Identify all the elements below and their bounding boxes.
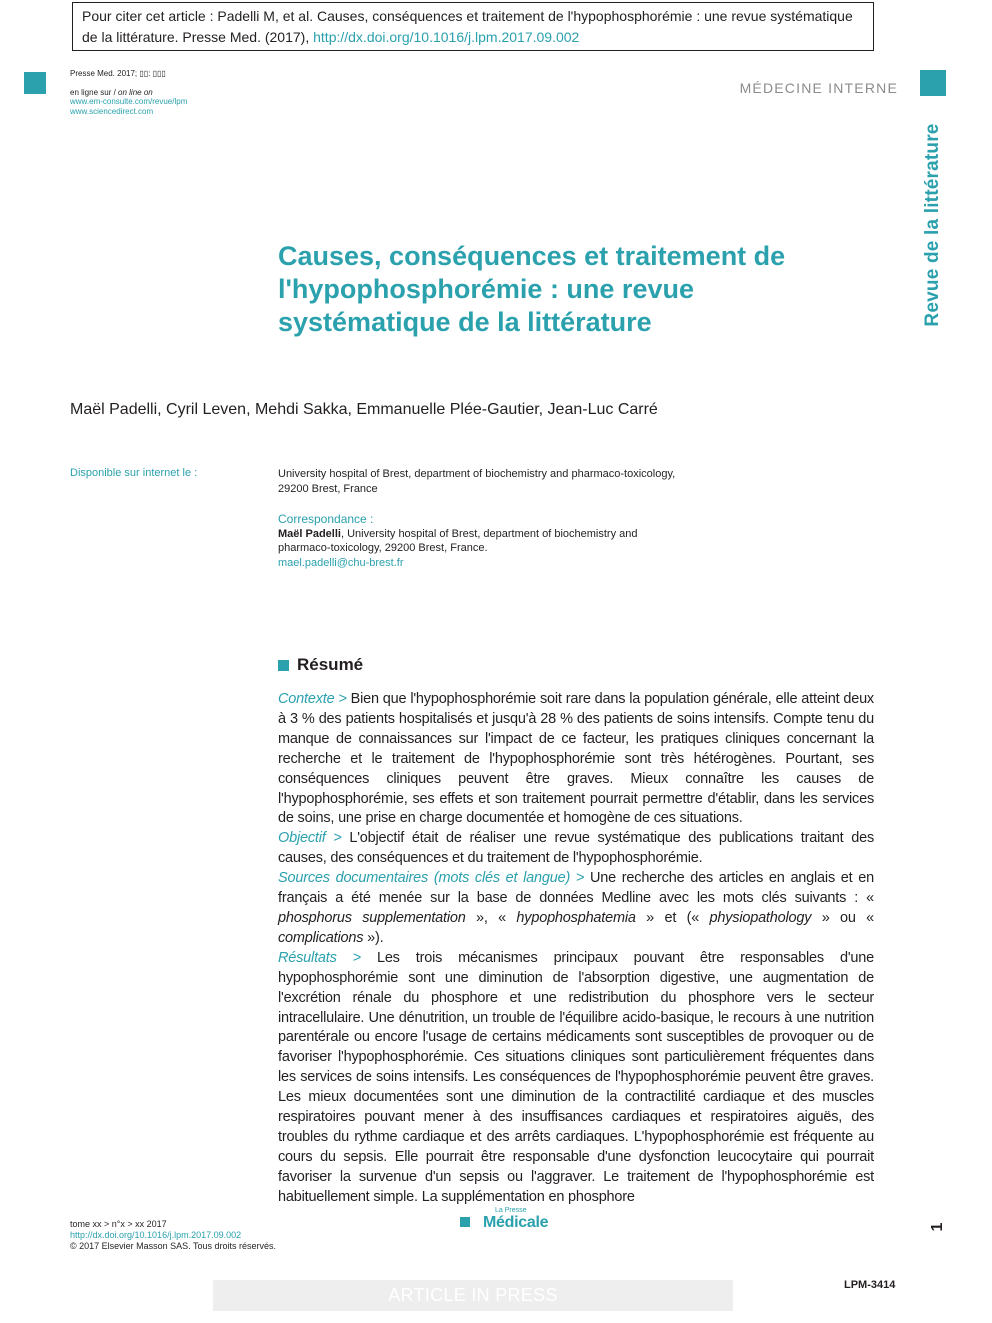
affiliation (278, 467, 718, 496)
abstract-heading-text: Résumé (297, 655, 364, 674)
article-title: Causes, conséquences et traitement de l'hypophosphorémie : une revue systématique de la littérature (278, 241, 786, 337)
corner-square-right (920, 70, 946, 96)
logo-square-icon (460, 1217, 470, 1227)
abstract-heading (278, 655, 363, 675)
footer-copyright: © 2017 Elsevier Masson SAS. Tous droits réservés. (70, 1241, 277, 1251)
correspondence-name: Maël Padelli (278, 527, 341, 540)
correspondence-address2: pharmaco-toxicology, 29200 Brest, France. (278, 542, 488, 554)
section-rubric: MÉDECINE INTERNE (739, 80, 898, 96)
logo-small-text: La Presse (495, 1207, 527, 1214)
correspondence-email[interactable]: mael.padelli@chu-brest.fr (278, 556, 404, 569)
corner-square-left (24, 72, 46, 94)
journal-logo (460, 1207, 548, 1231)
page-number (928, 1218, 948, 1236)
affiliation-line2: 29200 Brest, France (278, 482, 378, 495)
correspondence (278, 512, 718, 570)
abstract-context: Contexte > Bien que l'hypophosphorémie soit rare dans la population générale, elle atteint deux à 3 % des patients hospitalisés et jusqu'à 28 % des patients de soins intensifs. Compte tenu du manque de connaissances sur l'impact de ce facteur, les pratiques cliniques concernant la recherche et le traitement de l'hypophosphorémie sont très hétérogènes. Pourtant, ses conséquences cliniques peuvent être graves. Mieux connaître les causes de l'hypophosphorémie, ses effets et son traitement pourrait permettre d'établir, dans les services de soins, une prise en charge documentée et homogène de ces situations. (278, 691, 874, 827)
author-list: Maël Padelli, Cyril Leven, Mehdi Sakka, Emmanuelle Plée-Gautier, Jean-Luc Carré (70, 401, 658, 418)
abstract-objective: Objectif > L'objectif était de réaliser une revue systématique des publications traitant des causes, des conséquences et du traitement de l'hypophosphorémie. (278, 830, 874, 867)
journal-meta (70, 69, 187, 116)
affiliation-line1: University hospital of Brest, department of biochemistry and pharmaco-toxicology, (278, 468, 676, 480)
abstract-sources: Sources documentaires (mots clés et langue) > Une recherche des articles en anglais et en français a été menée sur la base de données Medline avec les mots clés suivants : « phosphorus supplementation », « hypophosphatemia » et (« physiopathology » ou « complications »). (278, 870, 874, 946)
online-line: en ligne sur / on line on (70, 87, 153, 97)
side-title (916, 115, 950, 335)
available-label: Disponible sur internet le : (70, 467, 198, 479)
correspondence-address: Maël Padelli, University hospital of Brest, department of biochemistry and (278, 527, 638, 540)
article-in-press-banner: ARTICLE IN PRESS (213, 1280, 733, 1311)
heading-square-icon (278, 660, 289, 671)
journal-line: Presse Med. 2017; ▯▯: ▯▯▯ (70, 69, 166, 78)
footer-tome: tome xx > n°x > xx 2017 (70, 1219, 167, 1229)
footer-info (70, 1219, 276, 1252)
abstract-body (278, 690, 874, 1205)
side-title-text: Revue de la littérature (922, 123, 943, 327)
citation-text: Pour citer cet article : Padelli M, et al. Causes, conséquences et traitement de l'hypophosphorémie : une revue systématique de la littérature. Presse Med. (2017), (82, 8, 853, 45)
site-link-emconsulte[interactable]: www.em-consulte.com/revue/lpm (70, 97, 188, 106)
citation-box (72, 2, 874, 51)
correspondence-label: Correspondance : (278, 512, 374, 526)
abstract-results: Résultats > Les trois mécanismes principaux pouvant être responsables d'une hypophosphorémie sont une diminution de l'absorption digestive, une augmentation de l'excrétion rénale du phosphore et une redistribution du phosphore vers le secteur intracellulaire. Une dénutrition, un trouble de l'équilibre acido-basique, le recours à une nutrition parentérale ou encore l'usage de certains médicaments sont susceptibles de provoquer ou de favoriser l'hypophosphorémie. Ces situations cliniques sont particulièrement fréquentes dans les services de soins intensifs. Les conséquences de l'hypophosphorémie peuvent être graves. Les mieux documentées sont une diminution de la contractilité cardiaque et des muscles respiratoires pouvant mener à des insuffisances cardiaques et respiratoires aiguës, des troubles du rythme cardiaque et des arrêts cardiaques. L'hypophosphorémie est fréquente au cours du sepsis. Elle pourrait être responsable d'une dysfonction leucocytaire qui pourrait favoriser la survenue d'un sepsis ou l'aggraver. Le traitement de l'hypophosphorémie est habituellement simple. La supplémentation en phosphore (278, 949, 874, 1205)
site-link-sciencedirect[interactable]: www.sciencedirect.com (70, 106, 154, 116)
page-number-text: 1 (929, 1222, 946, 1232)
footer-doi-link[interactable]: http://dx.doi.org/10.1016/j.lpm.2017.09.002 (70, 1230, 242, 1240)
article-code: LPM-3414 (844, 1279, 896, 1291)
logo-big-text: Médicale (483, 1214, 549, 1231)
citation-doi-link[interactable]: http://dx.doi.org/10.1016/j.lpm.2017.09.002 (313, 29, 580, 45)
